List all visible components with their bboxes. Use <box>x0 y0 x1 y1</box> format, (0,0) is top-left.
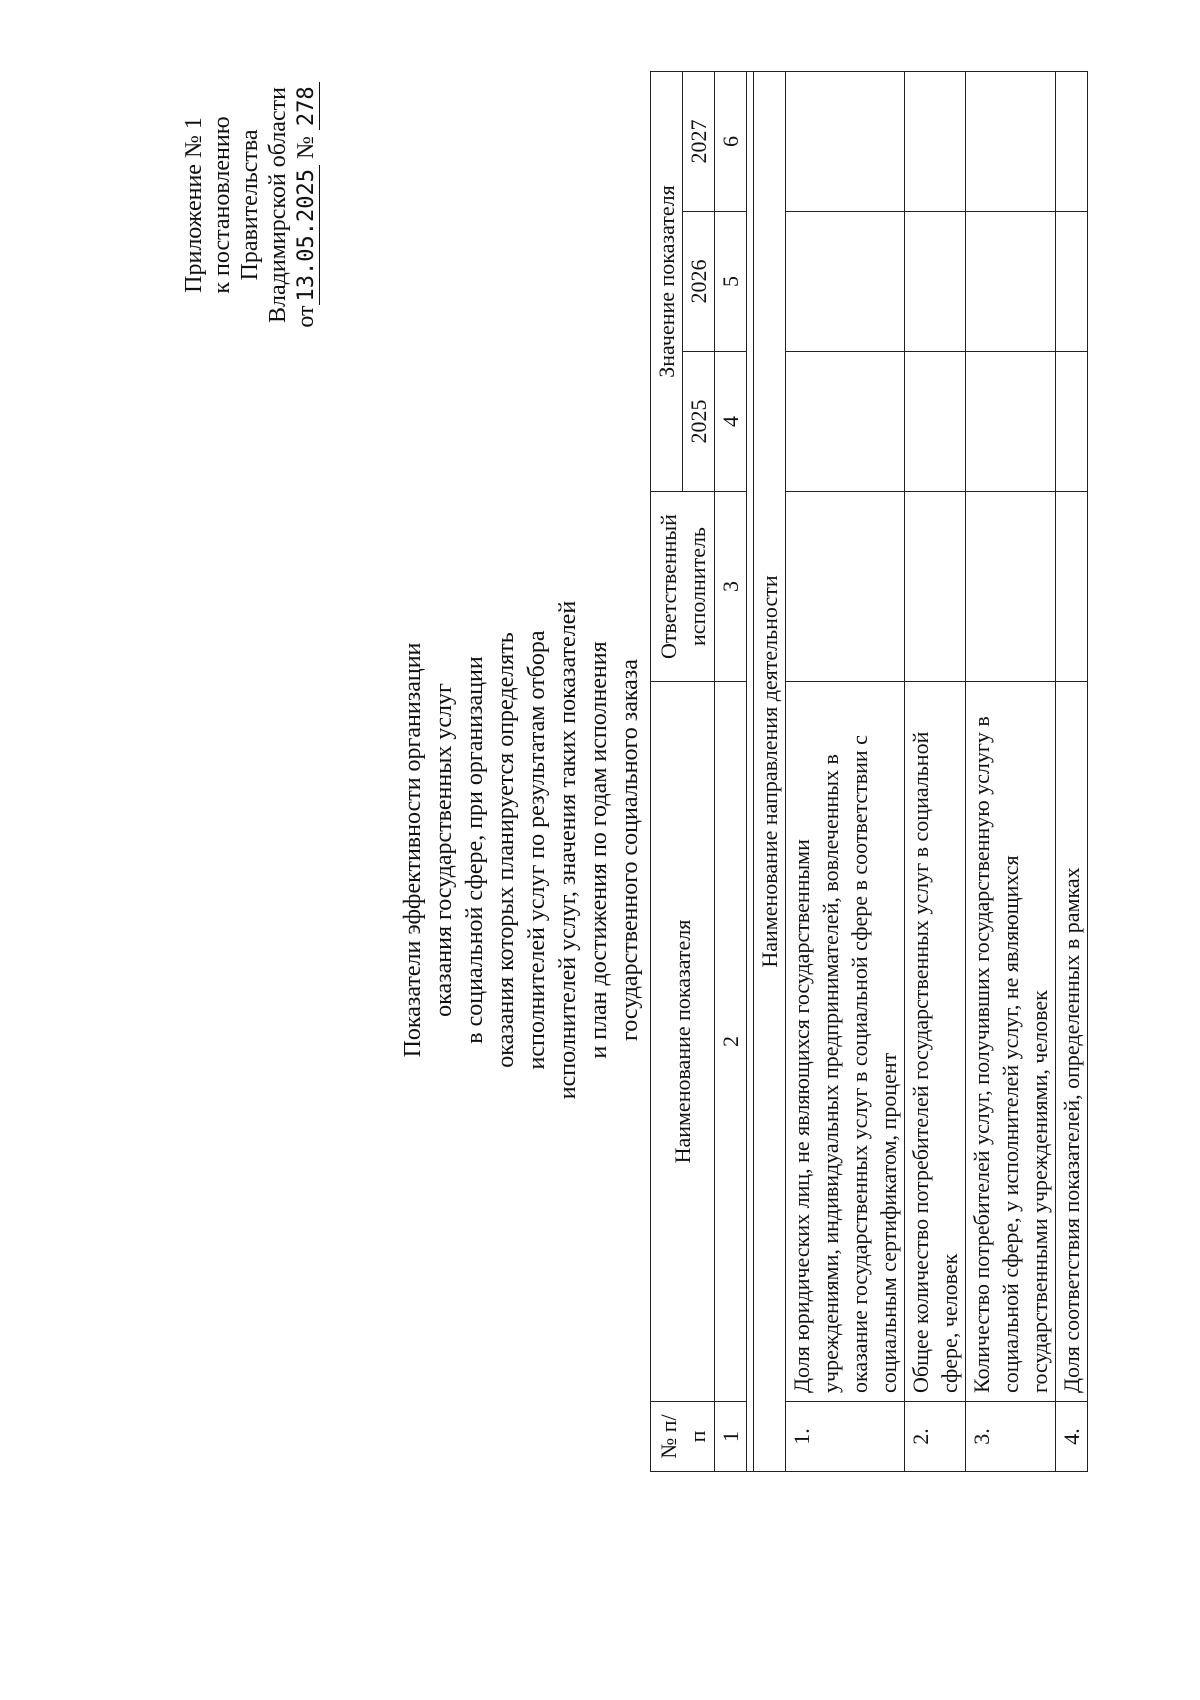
row-responsible <box>966 492 1056 682</box>
number-prefix: № <box>293 136 319 160</box>
row-indicator-name: Доля юридических лиц, не являющихся государственными учреждениями, индивидуальных предпринимателей, вовлеченных в оказание государственных услуг в социальной сфере в соответствии с социальным сертификатом, процент <box>786 682 905 1402</box>
row-value-2026 <box>905 212 966 352</box>
table-row <box>966 72 1056 1472</box>
row-value-2025 <box>786 352 905 492</box>
appendix-line-2: к постановлению Правительства <box>209 116 263 294</box>
appendix-block <box>180 45 321 365</box>
title-line: оказания которых планируется определять <box>493 632 519 1068</box>
row-value-2025 <box>905 352 966 492</box>
row-responsible <box>786 492 905 682</box>
row-num: 1. <box>786 1402 905 1472</box>
appendix-line-1: Приложение № 1 <box>181 117 207 293</box>
row-value-2027 <box>905 72 966 212</box>
appendix-line-3: Владимирской области <box>265 87 291 323</box>
table-row <box>1056 72 1088 1472</box>
column-number: 6 <box>715 72 747 212</box>
row-value-2026 <box>786 212 905 352</box>
row-responsible <box>1056 492 1088 682</box>
row-value-2025 <box>1056 352 1088 492</box>
spacer-cell <box>747 72 754 1472</box>
title-line: Показатели эффективности организации <box>400 642 426 1058</box>
row-value-2027 <box>966 72 1056 212</box>
date-value: 13.05.2025 <box>294 165 320 305</box>
header-responsible: Ответственный исполнитель <box>651 492 715 682</box>
column-number: 1 <box>715 1402 747 1472</box>
title-line: и план достижения по годам исполнения <box>586 641 612 1059</box>
title-line: в социальной сфере, при организации <box>462 656 488 1044</box>
appendix-date-line <box>292 45 321 365</box>
column-number: 5 <box>715 212 747 352</box>
row-indicator-name: Количество потребителей услуг, получивших государственную услугу в социальной сфере, у исполнителей услуг, не являющихся государственными учреждениями, человек <box>966 682 1056 1402</box>
row-responsible <box>905 492 966 682</box>
header-values-group: Значение показателя <box>651 72 683 492</box>
row-indicator-name: Доля соответствия показателей, определенных в рамках <box>1056 682 1088 1402</box>
column-number: 4 <box>715 352 747 492</box>
column-number: 3 <box>715 492 747 682</box>
document-title <box>398 520 646 1180</box>
header-year-2026: 2026 <box>683 212 715 352</box>
row-value-2026 <box>966 212 1056 352</box>
section-row <box>754 72 786 1472</box>
row-value-2026 <box>1056 212 1088 352</box>
table-row <box>905 72 966 1472</box>
title-line: исполнителей услуг, значения таких показателей <box>555 600 581 1100</box>
header-year-2027: 2027 <box>683 72 715 212</box>
section-title: Наименование направления деятельности <box>754 72 786 1472</box>
title-line: оказания государственных услуг <box>431 683 457 1017</box>
title-line: исполнителей услуг по результатам отбора <box>524 630 550 1070</box>
table-row <box>786 72 905 1472</box>
header-num: № п/п <box>651 1402 715 1472</box>
spacer-row <box>747 72 754 1472</box>
header-year-2025: 2025 <box>683 352 715 492</box>
row-value-2025 <box>966 352 1056 492</box>
title-line: государственного социального заказа <box>617 659 643 1041</box>
row-num: 2. <box>905 1402 966 1472</box>
row-value-2027 <box>1056 72 1088 212</box>
row-num: 4. <box>1056 1402 1088 1472</box>
indicators-table <box>650 71 1088 1472</box>
header-row <box>651 72 683 1472</box>
number-value: 278 <box>294 82 320 130</box>
row-num: 3. <box>966 1402 1056 1472</box>
date-prefix: от <box>293 305 319 328</box>
indicators-table-wrap <box>650 72 1088 1472</box>
column-number: 2 <box>715 682 747 1402</box>
row-value-2027 <box>786 72 905 212</box>
row-indicator-name: Общее количество потребителей государственных услуг в социальной сфере, человек <box>905 682 966 1402</box>
header-name: Наименование показателя <box>651 682 715 1402</box>
column-number-row <box>715 72 747 1472</box>
